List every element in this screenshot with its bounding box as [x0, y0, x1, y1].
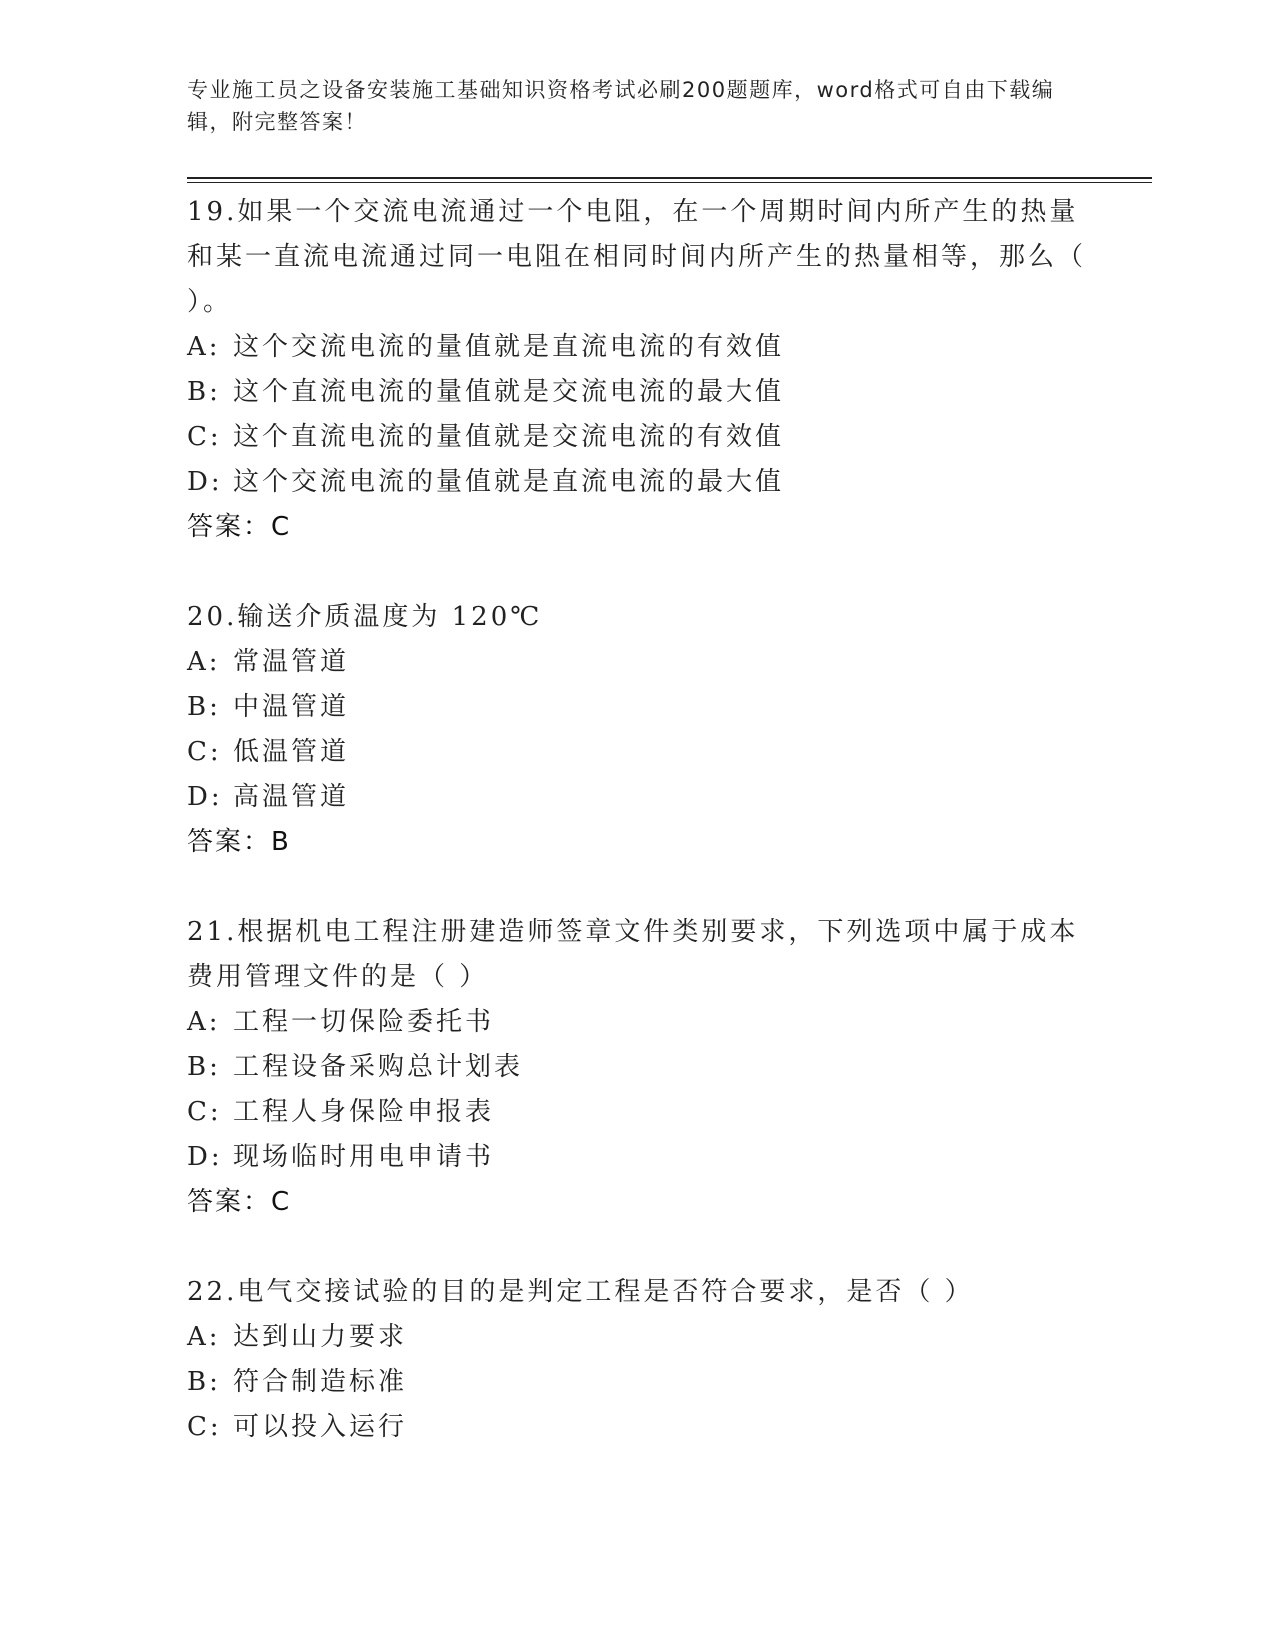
option-text: 可以投入运行 [233, 1412, 408, 1442]
option-text: 常温管道 [233, 647, 350, 677]
question-stem: 21.根据机电工程注册建造师签章文件类别要求，下列选项中属于成本费用管理文件的是（ ） [187, 917, 1079, 992]
option-key: D: [187, 1142, 223, 1172]
option-key: A: [187, 332, 221, 362]
option-key: C: [187, 1412, 222, 1442]
option-key: B: [187, 1052, 221, 1082]
option-key: A: [187, 1322, 221, 1352]
option-text: 现场临时用电申请书 [233, 1142, 495, 1172]
option-text: 高温管道 [233, 782, 350, 812]
header-divider-thin [187, 182, 1152, 183]
option-b [187, 1360, 1087, 1405]
option-b [187, 370, 1087, 415]
option-a [187, 640, 1087, 685]
option-c [187, 1405, 1087, 1450]
option-text: 低温管道 [233, 737, 350, 767]
option-key: B: [187, 377, 221, 407]
option-a [187, 1000, 1087, 1045]
option-text: 这个直流电流的量值就是交流电流的有效值 [233, 422, 785, 452]
option-d [187, 775, 1087, 820]
option-text: 中温管道 [233, 692, 350, 722]
option-text: 工程人身保险申报表 [233, 1097, 495, 1127]
option-key: B: [187, 692, 221, 722]
option-text: 工程设备采购总计划表 [233, 1052, 524, 1082]
option-key: D: [187, 467, 223, 497]
question-stem: 19.如果一个交流电流通过一个电阻，在一个周期时间内所产生的热量和某一直流电流通过同一电阻在相同时间内所产生的热量相等，那么（ ）。 [187, 197, 1087, 317]
option-key: B: [187, 1367, 221, 1397]
question-stem: 22.电气交接试验的目的是判定工程是否符合要求，是否（ ） [187, 1277, 974, 1307]
option-text: 工程一切保险委托书 [233, 1007, 495, 1037]
question-22 [187, 1270, 1087, 1450]
option-b [187, 1045, 1087, 1090]
answer-line: 答案：C [187, 512, 292, 542]
option-a [187, 325, 1087, 370]
document-title: 专业施工员之设备安装施工基础知识资格考试必刷200题题库，word格式可自由下载编辑，附完整答案！ [187, 78, 1055, 134]
option-text: 这个交流电流的量值就是直流电流的有效值 [233, 332, 785, 362]
option-key: D: [187, 782, 223, 812]
answer-line: 答案：B [187, 827, 291, 857]
option-key: C: [187, 422, 222, 452]
header-divider-thick [187, 177, 1152, 179]
option-c [187, 415, 1087, 460]
option-key: A: [187, 647, 221, 677]
option-text: 这个交流电流的量值就是直流电流的最大值 [233, 467, 785, 497]
option-b [187, 685, 1087, 730]
option-text: 符合制造标准 [233, 1367, 408, 1397]
option-c [187, 1090, 1087, 1135]
option-d [187, 460, 1087, 505]
option-d [187, 1135, 1087, 1180]
question-19 [187, 190, 1087, 550]
option-a [187, 1315, 1087, 1360]
question-list [187, 190, 1087, 1495]
option-text: 这个直流电流的量值就是交流电流的最大值 [233, 377, 785, 407]
question-stem: 20.输送介质温度为 120℃ [187, 602, 543, 632]
option-text: 达到山力要求 [233, 1322, 408, 1352]
option-key: C: [187, 737, 222, 767]
option-key: A: [187, 1007, 221, 1037]
question-21 [187, 910, 1087, 1225]
document-header [187, 74, 1067, 138]
answer-line: 答案：C [187, 1187, 292, 1217]
option-c [187, 730, 1087, 775]
question-20 [187, 595, 1087, 865]
option-key: C: [187, 1097, 222, 1127]
